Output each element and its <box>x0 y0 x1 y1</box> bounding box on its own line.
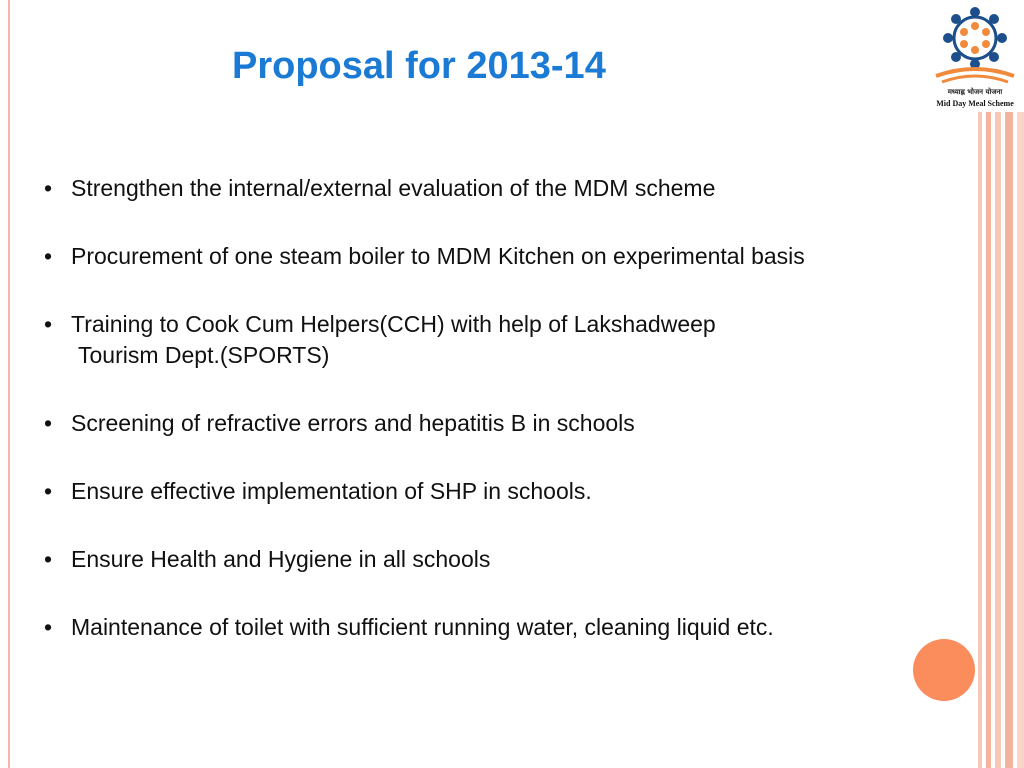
bullet-dot-icon: • <box>44 478 53 504</box>
mdm-logo-emblem-icon <box>922 0 1024 88</box>
bullet-item <box>44 544 984 575</box>
bullet-dot-icon: • <box>44 546 53 572</box>
bullet-item <box>44 612 984 643</box>
mdm-logo <box>922 0 1024 112</box>
bullet-item <box>44 241 984 272</box>
bullet-item <box>44 476 984 507</box>
slide-title: Proposal for 2013-14 <box>232 45 606 87</box>
bullet-text: Ensure effective implementation of SHP in schools. <box>71 478 592 504</box>
bullet-text: Training to Cook Cum Helpers(CCH) with help of Lakshadweep <box>71 311 716 337</box>
logo-english-text: Mid Day Meal Scheme <box>936 99 1014 108</box>
bullet-dot-icon: • <box>44 410 53 436</box>
bullet-text: Screening of refractive errors and hepatitis B in schools <box>71 410 635 436</box>
bullet-dot-icon: • <box>44 614 53 640</box>
bullet-item <box>44 309 984 371</box>
bullet-item <box>44 408 984 439</box>
bullet-text: Procurement of one steam boiler to MDM Kitchen on experimental basis <box>71 243 805 269</box>
bullet-text: Strengthen the internal/external evaluation of the MDM scheme <box>71 175 716 201</box>
bullet-item <box>44 173 984 204</box>
logo-hindi-text: मध्याह्न भोजन योजना <box>947 88 1003 96</box>
bullet-text: Ensure Health and Hygiene in all schools <box>71 546 491 572</box>
decorative-circle <box>913 639 975 701</box>
bullet-dot-icon: • <box>44 311 53 337</box>
bullet-list <box>44 173 984 680</box>
bullet-dot-icon: • <box>44 243 53 269</box>
left-border-line <box>8 0 10 768</box>
bullet-dot-icon: • <box>44 175 53 201</box>
bullet-text-continuation: Tourism Dept.(SPORTS) <box>78 342 330 368</box>
bullet-text: Maintenance of toilet with sufficient running water, cleaning liquid etc. <box>71 614 774 640</box>
decorative-stripes <box>978 0 1024 768</box>
